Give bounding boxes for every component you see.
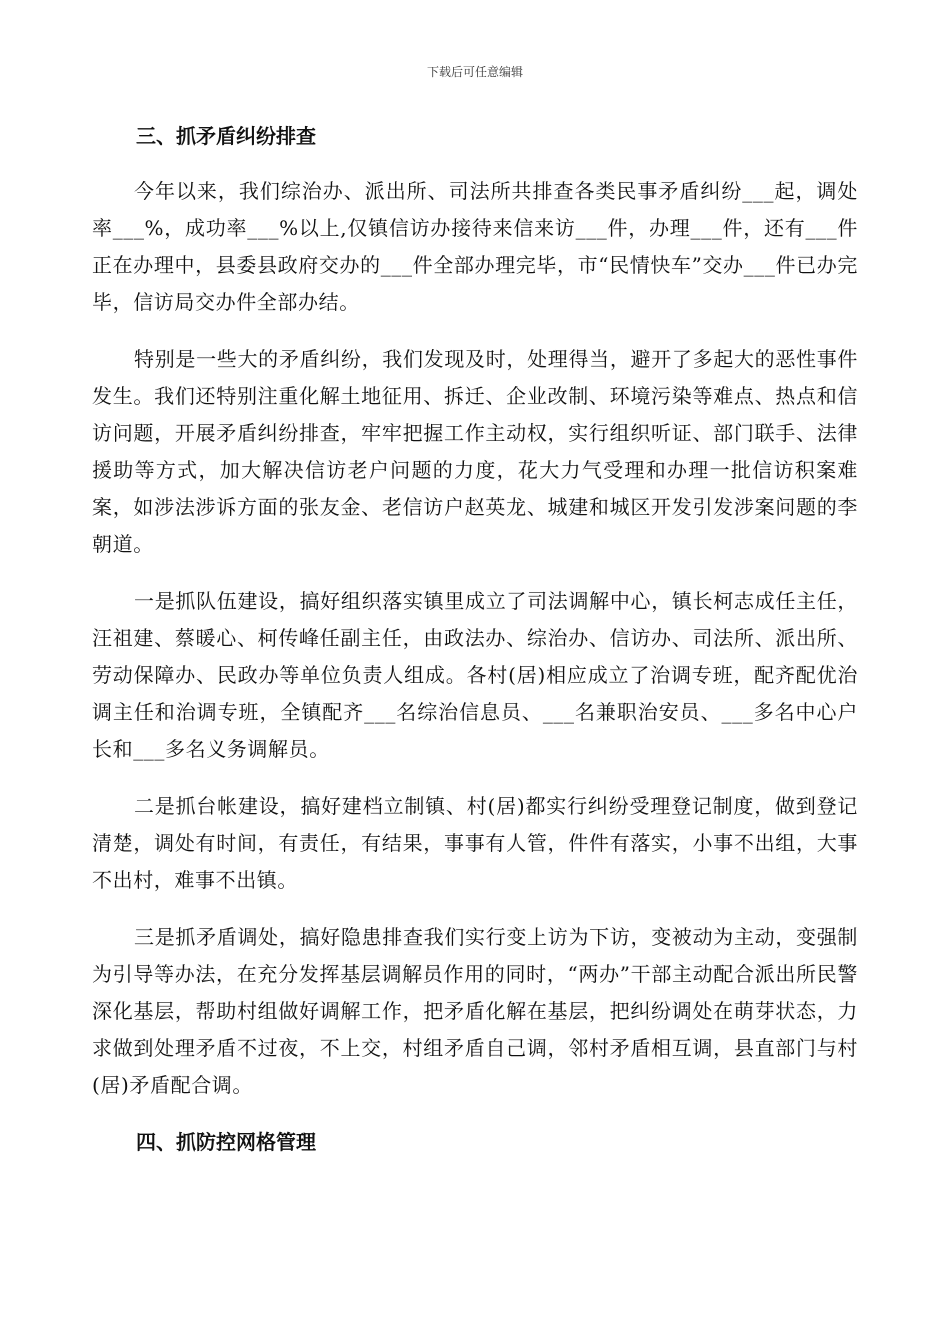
paragraph-ledger-building: 二是抓台帐建设，搞好建档立制镇、村(居)都实行纠纷受理登记制度，做到登记清楚，调处有时间，有责任，有结果，事事有人管，件件有落实，小事不出组，大事不出村，难事不出镇。 <box>92 794 858 892</box>
paragraph-major-disputes: 特别是一些大的矛盾纠纷，我们发现及时，处理得当，避开了多起大的恶性事件发生。我们还特别注重化解土地征用、拆迁、企业改制、环境污染等难点、热点和信访问题，开展矛盾纠纷排查，牢牢把握工作主动权，实行组织听证、部门联手、法律援助等方式，加大解决信访老户问题的力度，花大力气受理和办理一批信访积案难案，如涉法涉诉方面的张友金、老信访户赵英龙、城建和城区开发引发涉案问题的李朝道。 <box>92 347 858 556</box>
paragraph-team-building: 一是抓队伍建设，搞好组织落实镇里成立了司法调解中心，镇长柯志成任主任，汪祖建、蔡暖心、柯传峰任副主任，由政法办、综治办、信访办、司法所、派出所、劳动保障办、民政办等单位负责人组成。各村(居)相应成立了治调专班，配齐配优治调主任和治调专班，全镇配齐___名综治信息员、___名兼职治安员、___多名中心户长和___多名义务调解员。 <box>92 589 858 761</box>
paragraph-dispute-mediation: 三是抓矛盾调处，搞好隐患排查我们实行变上访为下访，变被动为主动，变强制为引导等办法，在充分发挥基层调解员作用的同时，“两办”干部主动配合派出所民警深化基层，帮助村组做好调解工作，把矛盾化解在基层，把纠纷调处在萌芽状态，力求做到处理矛盾不过夜，不上交，村组矛盾自己调，邻村矛盾相互调，县直部门与村(居)矛盾配合调。 <box>92 925 858 1097</box>
paragraph-dispute-statistics: 今年以来，我们综治办、派出所、司法所共排查各类民事矛盾纠纷___起，调处率___%，成功率___%以上,仅镇信访办接待来信来访___件，办理___件，还有___件正在办理中，县委县政府交办的___件全部办理完毕，市“民情快车”交办___件已办完毕，信访局交办件全部办结。 <box>92 179 858 314</box>
document-body <box>92 118 858 1160</box>
section-3-heading: 三、抓矛盾纠纷排查 <box>136 124 316 148</box>
page-header-note: 下载后可任意编辑 <box>426 65 523 79</box>
section-4-heading: 四、抓防控网格管理 <box>136 1130 316 1154</box>
